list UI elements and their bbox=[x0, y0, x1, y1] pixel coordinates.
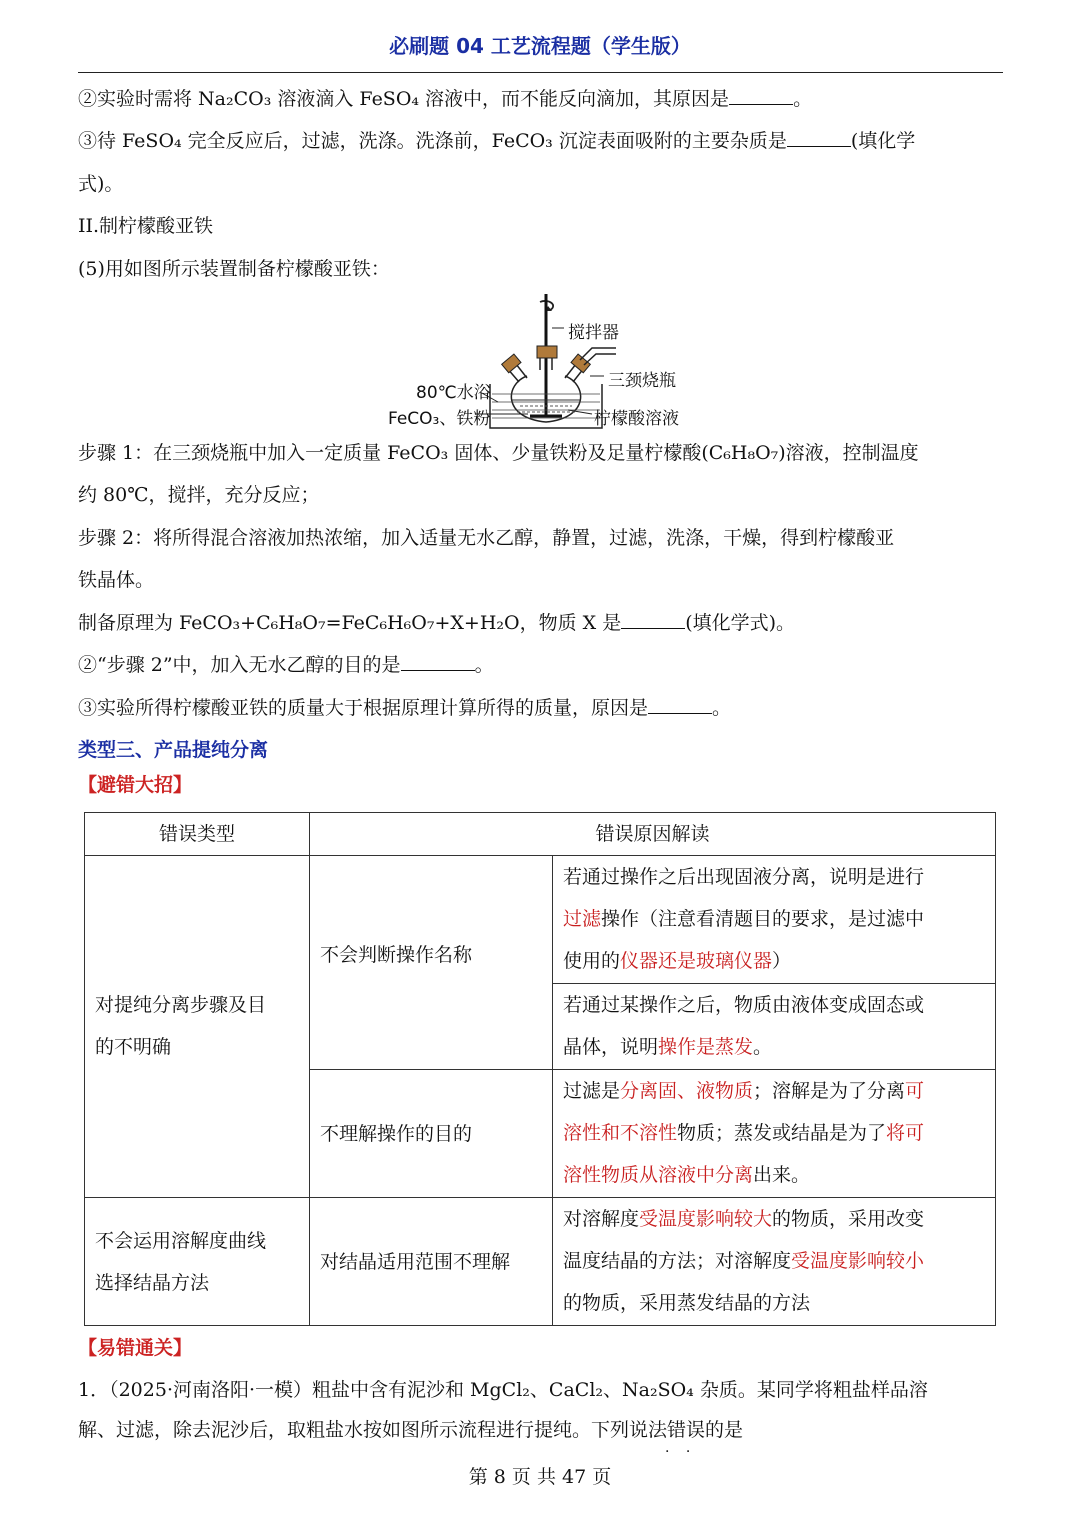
principle-text: 制备原理为 FeCO₃+C₆H₈O₇=FeC₆H₆O₇+X+H₂O，物质 X 是 bbox=[78, 612, 622, 634]
reason-1-line-3 bbox=[563, 940, 985, 982]
highlight-instruments: 仪器还是玻璃仪器 bbox=[620, 950, 773, 972]
apparatus-figure bbox=[380, 288, 710, 438]
question-3-text: ③待 FeSO₄ 完全反应后，过滤，洗涤。洗涤前，FeCO₃ 沉淀表面吸附的主要杂质是 bbox=[78, 130, 787, 152]
reason-4-b1: 温度结晶的方法；对溶解度 bbox=[563, 1250, 792, 1272]
question-ethanol-line bbox=[78, 652, 1003, 678]
step-2-line-2: 铁晶体。 bbox=[78, 569, 155, 591]
reason-3-b3: 将可 bbox=[886, 1122, 925, 1144]
principle-line bbox=[78, 610, 1003, 636]
question-2-end: 。 bbox=[793, 88, 813, 110]
highlight-separate-from-solution: 溶性物质从溶液中分离 bbox=[563, 1164, 754, 1186]
label-citric-acid-solution: 柠檬酸溶液 bbox=[594, 409, 679, 429]
question-2-text: ②实验时需将 Na₂CO₃ 溶液滴入 FeSO₄ 溶液中，而不能反向滴加，其原因是 bbox=[78, 88, 730, 110]
question-mass-end: 。 bbox=[712, 697, 732, 719]
reason-4-line-1 bbox=[563, 1198, 985, 1240]
reason-1-line-3-end: ） bbox=[772, 950, 792, 972]
table-header-error-reason: 错误原因解读 bbox=[309, 812, 996, 856]
tip-heading-avoid-errors: 【避错大招】 bbox=[78, 774, 193, 796]
reason-3-a1: 过滤是 bbox=[563, 1080, 621, 1102]
answer-blank bbox=[401, 652, 475, 671]
table-cell-sub-2: 不理解操作的目的 bbox=[309, 1069, 553, 1198]
emphasis-wrong: 错误 · · bbox=[667, 1417, 705, 1443]
question-1-line-1: 1．（2025·河南洛阳·一模）粗盐中含有泥沙和 MgCl₂、CaCl₂、Na₂SO₄ 杂质。某同学将粗盐样品溶 bbox=[78, 1379, 928, 1401]
highlight-filtration: 过滤 bbox=[563, 908, 602, 930]
error-analysis-table bbox=[84, 812, 996, 1326]
highlight-temp-small: 受温度影响较小 bbox=[791, 1250, 925, 1272]
header-divider bbox=[78, 72, 1003, 73]
table-cell-reason-2 bbox=[552, 983, 996, 1070]
reason-1-line-3-start: 使用的 bbox=[563, 950, 621, 972]
reason-3-line-1 bbox=[563, 1070, 985, 1112]
step-1-line-1: 步骤 1：在三颈烧瓶中加入一定质量 FeCO₃ 固体、少量铁粉及足量柠檬酸(C₆H₈O₇)溶液，控制温度 bbox=[78, 442, 919, 464]
table-cell-reason-3 bbox=[552, 1069, 996, 1198]
question-5-intro: (5)用如图所示装置制备柠檬酸亚铁： bbox=[78, 258, 390, 280]
error-type-1-line-1: 对提纯分离步骤及目 bbox=[95, 994, 267, 1016]
error-type-2-line-1: 不会运用溶解度曲线 bbox=[95, 1230, 267, 1252]
highlight-temp-large: 受温度影响较大 bbox=[639, 1208, 773, 1230]
table-header-error-type: 错误类型 bbox=[84, 812, 310, 856]
answer-blank bbox=[787, 128, 851, 147]
question-2-line bbox=[78, 86, 1003, 112]
reason-1-line-2 bbox=[563, 898, 985, 940]
question-ethanol-text: ②“步骤 2”中，加入无水乙醇的目的是 bbox=[78, 654, 401, 676]
principle-end: (填化学式)。 bbox=[685, 612, 796, 634]
answer-blank bbox=[729, 86, 793, 105]
reason-4-line-2 bbox=[563, 1240, 985, 1282]
table-cell-reason-1 bbox=[552, 855, 996, 984]
step-1-line-2: 约 80℃，搅拌，充分反应； bbox=[78, 484, 320, 506]
reason-2-line-2-end: 。 bbox=[753, 1036, 773, 1058]
label-solids: FeCO₃、铁粉 bbox=[388, 409, 491, 429]
label-stirrer: 搅拌器 bbox=[568, 323, 619, 343]
part-2-title: II.制柠檬酸亚铁 bbox=[78, 215, 214, 237]
question-ethanol-end: 。 bbox=[474, 654, 494, 676]
reason-1-line-1: 若通过操作之后出现固液分离，说明是进行 bbox=[563, 866, 925, 888]
highlight-evaporation: 操作是蒸发 bbox=[658, 1036, 754, 1058]
table-cell-error-type-2 bbox=[84, 1197, 310, 1326]
answer-blank bbox=[648, 695, 712, 714]
reason-3-b2: 物质；蒸发或结晶是为了 bbox=[677, 1122, 887, 1144]
reason-2-line-2 bbox=[563, 1026, 985, 1068]
question-1-line-2-start: 解、过滤，除去泥沙后，取粗盐水按如图所示流程进行提纯。下列说法 bbox=[78, 1419, 668, 1441]
reason-1-line-2-rest: 操作（注意看清题目的要求，是过滤中 bbox=[601, 908, 925, 930]
answer-blank bbox=[621, 610, 685, 629]
question-3-end: (填化学 bbox=[850, 130, 916, 152]
reason-3-a4: 可 bbox=[905, 1080, 925, 1102]
question-1-line-2 bbox=[78, 1417, 1003, 1443]
tip-heading-error-pass: 【易错通关】 bbox=[78, 1337, 193, 1359]
reason-4-a3: 的物质，采用改变 bbox=[772, 1208, 925, 1230]
reason-2-line-1: 若通过某操作之后，物质由液体变成固态或 bbox=[563, 994, 925, 1016]
page-header-title: 必刷题 04 工艺流程题（学生版） bbox=[389, 34, 691, 58]
question-mass-line bbox=[78, 695, 1003, 721]
label-water-bath: 80℃水浴 bbox=[416, 383, 491, 403]
error-type-2-line-2: 选择结晶方法 bbox=[95, 1272, 210, 1294]
question-3-continued: 式)。 bbox=[78, 173, 124, 195]
reason-3-line-3 bbox=[563, 1154, 985, 1196]
highlight-solubility: 溶性和不溶性 bbox=[563, 1122, 678, 1144]
reason-4-a1: 对溶解度 bbox=[563, 1208, 640, 1230]
error-type-1-line-2: 的不明确 bbox=[95, 1036, 172, 1058]
highlight-separate-solid-liquid: 分离固、液物质 bbox=[620, 1080, 754, 1102]
reason-3-c2: 出来。 bbox=[753, 1164, 811, 1186]
table-cell-error-type-1 bbox=[84, 855, 310, 1198]
label-three-neck-flask: 三颈烧瓶 bbox=[608, 371, 676, 391]
page-number-footer: 第 8 页 共 47 页 bbox=[468, 1466, 612, 1488]
table-cell-sub-3: 对结晶适用范围不理解 bbox=[309, 1197, 553, 1326]
step-2-line-1: 步骤 2：将所得混合溶液加热浓缩，加入适量无水乙醇，静置，过滤，洗涤，干燥，得到柠檬酸亚 bbox=[78, 527, 895, 549]
question-3-line bbox=[78, 128, 1003, 154]
reason-4-line-3: 的物质，采用蒸发结晶的方法 bbox=[563, 1292, 811, 1314]
section-3-title: 类型三、产品提纯分离 bbox=[78, 739, 269, 761]
table-cell-reason-4 bbox=[552, 1197, 996, 1326]
reason-3-line-2 bbox=[563, 1112, 985, 1154]
reason-2-line-2-start: 晶体，说明 bbox=[563, 1036, 659, 1058]
reason-3-a3: ；溶解是为了分离 bbox=[753, 1080, 906, 1102]
question-mass-text: ③实验所得柠檬酸亚铁的质量大于根据原理计算所得的质量，原因是 bbox=[78, 697, 649, 719]
table-cell-sub-1: 不会判断操作名称 bbox=[309, 855, 553, 1070]
question-1-line-2-end: 的是 bbox=[705, 1419, 744, 1441]
